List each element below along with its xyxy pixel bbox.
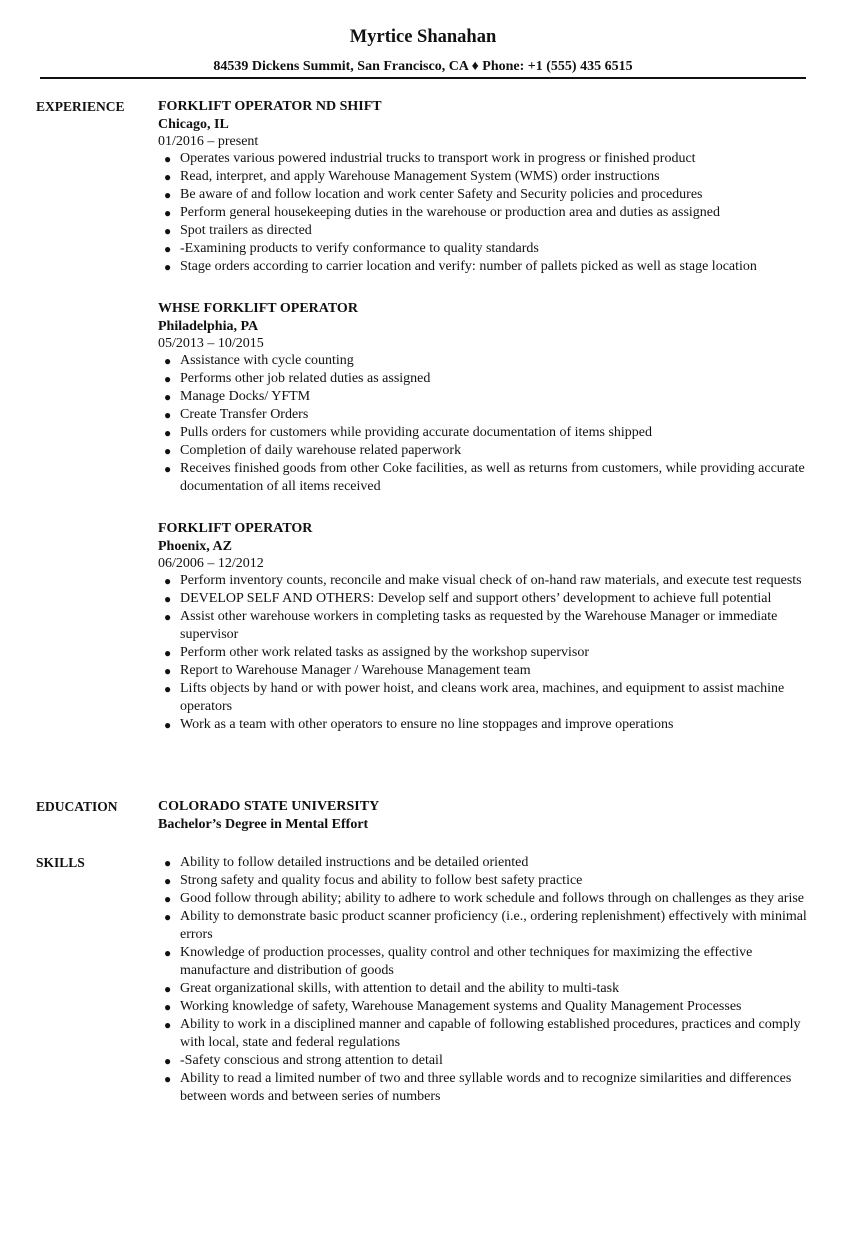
list-item: ● Report to Warehouse Manager / Warehouse Management team <box>164 663 531 678</box>
experience-entry-1 <box>158 98 818 276</box>
experience-entry-3 <box>158 520 818 734</box>
list-item: ● Great organizational skills, with attention to detail and the ability to multi-task <box>164 981 620 996</box>
list-item: ● -Safety conscious and strong attention to detail <box>164 1053 443 1068</box>
list-item: ● Pulls orders for customers while providing accurate documentation of items shipped <box>164 425 653 440</box>
job-title: FORKLIFT OPERATOR ND SHIFT <box>158 99 382 114</box>
list-item: ● Receives finished goods from other Coke facilities, as well as returns from customers, while providing accurate documentation of all items received <box>164 461 805 494</box>
list-item: ● -Examining products to verify conformance to quality standards <box>164 241 539 256</box>
job-dates: 06/2006 – 12/2012 <box>158 556 264 571</box>
list-item: ● Completion of daily warehouse related paperwork <box>164 443 462 458</box>
bullet-icon: ● <box>164 462 172 476</box>
list-item: ● Read, interpret, and apply Warehouse Management System (WMS) order instructions <box>164 169 660 184</box>
job-location: Phoenix, AZ <box>158 539 232 554</box>
list-item: ● Ability to work in a disciplined manner and capable of following established procedures, practices and comply with local, state and federal regulations <box>164 1017 801 1050</box>
bullet-icon: ● <box>164 170 172 184</box>
list-item: ● Knowledge of production processes, quality control and other techniques for maximizing the effective manufacture and distribution of goods <box>164 945 753 978</box>
bullet-icon: ● <box>164 982 172 996</box>
job-dates: 01/2016 – present <box>158 134 259 149</box>
degree-name: Bachelor’s Degree in Mental Effort <box>158 817 369 832</box>
bullet-icon: ● <box>164 408 172 422</box>
bullet-icon: ● <box>164 152 172 166</box>
bullet-icon: ● <box>164 592 172 606</box>
skills-list <box>158 854 818 1106</box>
bullet-icon: ● <box>164 224 172 238</box>
bullet-icon: ● <box>164 242 172 256</box>
list-item: ● Strong safety and quality focus and ability to follow best safety practice <box>164 873 583 888</box>
bullet-icon: ● <box>164 372 172 386</box>
list-item: ● Ability to demonstrate basic product scanner proficiency (i.e., ordering replenishment) effectively with minimal errors <box>164 909 807 942</box>
candidate-name: Myrtice Shanahan <box>349 27 497 47</box>
job-location: Philadelphia, PA <box>158 319 259 334</box>
job-dates: 05/2013 – 10/2015 <box>158 336 264 351</box>
bullet-icon: ● <box>164 444 172 458</box>
skills-block <box>158 854 818 1106</box>
bullet-icon: ● <box>164 682 172 696</box>
list-item: ● Assist other warehouse workers in completing tasks as requested by the Warehouse Manager or immediate supervisor <box>164 609 778 642</box>
contact-info: 84539 Dickens Summit, San Francisco, CA ♦ Phone: +1 (555) 435 6515 <box>213 59 633 74</box>
bullet-icon: ● <box>164 1054 172 1068</box>
bullet-icon: ● <box>164 574 172 588</box>
job-duties-list <box>158 150 818 276</box>
list-item: ● Perform other work related tasks as assigned by the workshop supervisor <box>164 645 590 660</box>
list-item: ● Work as a team with other operators to ensure no line stoppages and improve operations <box>164 717 674 732</box>
list-item: ● Create Transfer Orders <box>164 407 309 422</box>
bullet-icon: ● <box>164 1018 172 1032</box>
bullet-icon: ● <box>164 1000 172 1014</box>
bullet-icon: ● <box>164 718 172 732</box>
bullet-icon: ● <box>164 390 172 404</box>
list-item: ● Perform inventory counts, reconcile and make visual check of on-hand raw materials, and execute test requests <box>164 573 802 588</box>
bullet-icon: ● <box>164 664 172 678</box>
skills-section-label: SKILLS <box>36 855 85 870</box>
list-item: ● Operates various powered industrial trucks to transport work in progress or finished product <box>164 151 696 166</box>
list-item: ● Performs other job related duties as assigned <box>164 371 431 386</box>
bullet-icon: ● <box>164 206 172 220</box>
bullet-icon: ● <box>164 874 172 888</box>
list-item: ● Ability to follow detailed instructions and be detailed oriented <box>164 855 529 870</box>
bullet-icon: ● <box>164 910 172 924</box>
bullet-icon: ● <box>164 856 172 870</box>
list-item: ● Be aware of and follow location and work center Safety and Security policies and procedures <box>164 187 703 202</box>
list-item: ● Working knowledge of safety, Warehouse Management systems and Quality Management Processes <box>164 999 742 1014</box>
bullet-icon: ● <box>164 354 172 368</box>
experience-entry-2 <box>158 300 818 496</box>
experience-section-label: EXPERIENCE <box>36 99 125 114</box>
bullet-icon: ● <box>164 610 172 624</box>
education-entry <box>158 798 818 834</box>
bullet-icon: ● <box>164 646 172 660</box>
list-item: ● DEVELOP SELF AND OTHERS: Develop self and support others’ development to achieve full potential <box>164 591 772 606</box>
education-section-label: EDUCATION <box>36 799 118 814</box>
bullet-icon: ● <box>164 188 172 202</box>
bullet-icon: ● <box>164 892 172 906</box>
header-divider <box>40 77 806 79</box>
bullet-icon: ● <box>164 946 172 960</box>
list-item: ● Manage Docks/ YFTM <box>164 389 311 404</box>
bullet-icon: ● <box>164 426 172 440</box>
bullet-icon: ● <box>164 1072 172 1086</box>
list-item: ● Spot trailers as directed <box>164 223 312 238</box>
bullet-icon: ● <box>164 260 172 274</box>
job-duties-list <box>158 352 818 496</box>
list-item: ● Ability to read a limited number of two and three syllable words and to recognize similarities and differences between words and between series of numbers <box>164 1071 792 1104</box>
job-location: Chicago, IL <box>158 117 229 132</box>
job-duties-list <box>158 572 818 734</box>
list-item: ● Good follow through ability; ability to adhere to work schedule and follows through on challenges as they arise <box>164 891 805 906</box>
job-title: FORKLIFT OPERATOR <box>158 521 313 536</box>
school-name: COLORADO STATE UNIVERSITY <box>158 799 380 814</box>
job-title: WHSE FORKLIFT OPERATOR <box>158 301 358 316</box>
list-item: ● Stage orders according to carrier location and verify: number of pallets picked as well as stage location <box>164 259 757 274</box>
list-item: ● Perform general housekeeping duties in the warehouse or production area and duties as assigned <box>164 205 720 220</box>
list-item: ● Assistance with cycle counting <box>164 353 354 368</box>
list-item: ● Lifts objects by hand or with power hoist, and cleans work area, machines, and equipment to assist machine operators <box>164 681 785 714</box>
